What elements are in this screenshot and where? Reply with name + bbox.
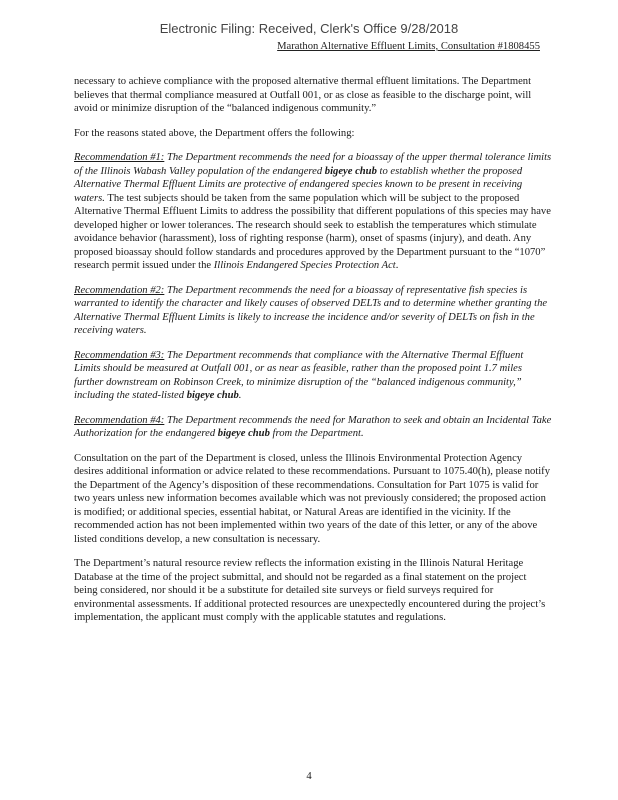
- recommendation-1-species: bigeye chub: [324, 165, 377, 177]
- recommendation-4-italic-2: from the Department.: [272, 428, 364, 439]
- consultation-paragraph: Consultation on the part of the Department is closed, unless the Illinois Environmental Protection Agency desires additional information or advice related to these recommendations. Pursuant to 1075.40(h), please notify the Department of the Agency’s disposition of these recommendations. Consultation for Part 1075 is valid for two years unless new information becomes available which was not previously considered; the proposed action is modified; or additional species, essential habitat, or Natural Areas are identified in the vicinity. If the recommended action has not been implemented within two years of the date of this letter, or any of the above listed conditions develop, a new consultation is necessary.: [74, 452, 550, 545]
- recommendation-3: [74, 349, 552, 403]
- recommendation-1-heading: Recommendation #1:: [74, 152, 165, 163]
- recommendation-1-text-2: .: [395, 260, 399, 271]
- recommendation-3-heading: Recommendation #3:: [74, 349, 165, 361]
- recommendation-2: [74, 284, 552, 338]
- recommendation-4-species: bigeye chub: [217, 428, 270, 439]
- recommendation-1-italic-1: The Department recommends the need for a bioassay of the upper thermal tolerance limits of the Illinois Wabash Valley population of the endangered: [74, 152, 552, 177]
- recommendation-3-species: bigeye chub: [186, 390, 239, 401]
- review-paragraph: The Department’s natural resource review reflects the information existing in the Illinois Natural Heritage Database at the time of the project submittal, and should not be regarded as a final statement on the project being considered, nor should it be a substitute for detailed site surveys or field surveys required for environmental assessments. If additional protected resources are unexpectedly encountered during the project’s implementation, the applicant must comply with the applicable statutes and regulations.: [74, 558, 546, 623]
- running-header: Marathon Alternative Effluent Limits, Consultation #1808455: [277, 41, 540, 52]
- lead-in-paragraph: For the reasons stated above, the Department offers the following:: [74, 127, 355, 139]
- recommendation-1: [74, 151, 552, 273]
- recommendation-2-text: The Department recommends the need for a bioassay of representative fish species is warranted to identify the character and likely causes of observed DELTs and to determine whether granting the Alternative Thermal Effluent Limits is likely to increase the incidence and/or severity of DELTs on fish in the receiving waters.: [74, 284, 548, 336]
- recommendation-2-heading: Recommendation #2:: [74, 284, 165, 296]
- recommendation-1-italic-2: to establish whether the proposed Alternative Thermal Effluent Limits are protective of endangered species known to be present in receiving waters.: [74, 165, 523, 204]
- document-body: [74, 75, 552, 636]
- recommendation-3-text: The Department recommends that compliance with the Alternative Thermal Effluent Limits should be measured at Outfall 001, or as near as feasible, rather than the proposed point 1.7 miles further downstream on Robinson Creek, to minimize disruption of the “balanced indigenous community,” including the stated-listed: [74, 349, 524, 401]
- recommendation-1-text-1: The test subjects should be taken from the same population which will be subject to the proposed Alternative Thermal Effluent Limits to address the possibility that different populations of this species may have developed higher or lower tolerances. The research should seek to establish the temperatures which stimulate avoidance behavior (harassment), loss of righting response (harm), onset of spasms (injury), and death. Any proposed bioassay should follow standards and procedures approved by the Department pursuant to the “1070” research permit issued under the: [74, 192, 551, 271]
- page-number: 4: [306, 771, 312, 782]
- recommendation-4-heading: Recommendation #4:: [74, 414, 165, 426]
- intro-paragraph: necessary to achieve compliance with the proposed alternative thermal effluent limitations. The Department believes that thermal compliance measured at Outfall 001, or as close as feasible to the discharge point, will avoid or minimize disruption of the “balanced indigenous community.”: [74, 76, 532, 114]
- recommendation-4-italic-1: The Department recommends the need for Marathon to seek and obtain an Incidental Take Authorization for the endangered: [74, 414, 552, 439]
- recommendation-1-act: Illinois Endangered Species Protection Act: [213, 260, 396, 271]
- recommendation-4: [74, 414, 552, 441]
- electronic-filing-stamp: Electronic Filing: Received, Clerk's Office 9/28/2018: [159, 21, 459, 36]
- recommendation-3-tail: .: [238, 390, 242, 401]
